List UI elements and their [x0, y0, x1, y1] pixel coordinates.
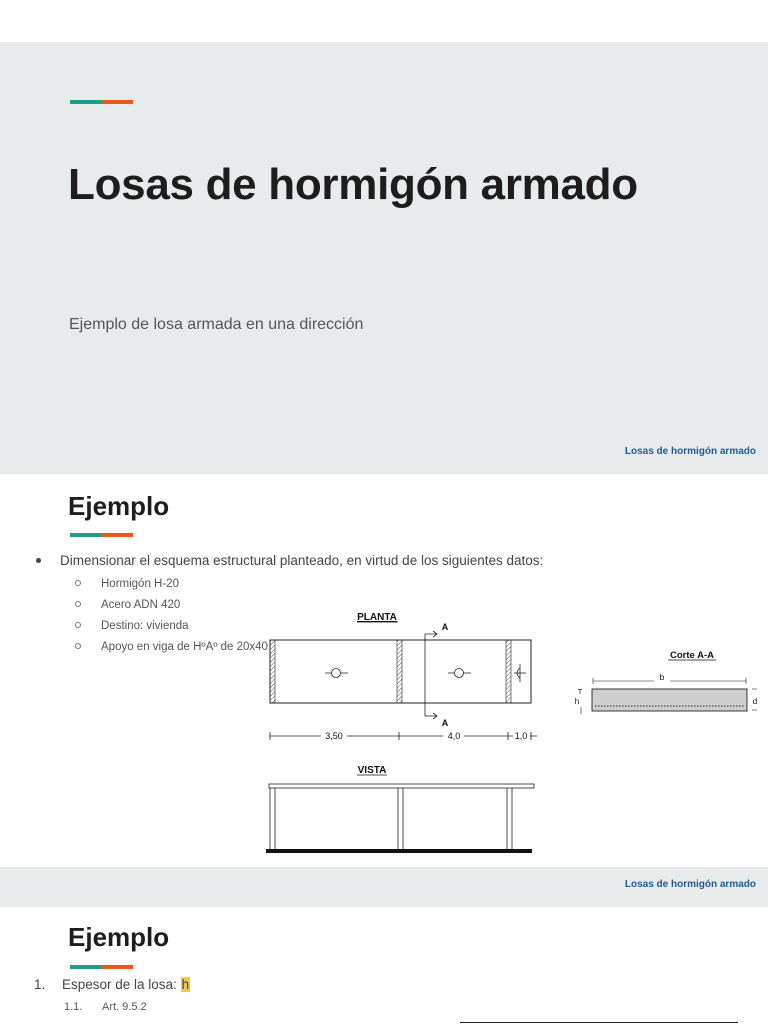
plan-label: PLANTA [357, 612, 397, 623]
section-arrow-bottom [425, 713, 437, 719]
item-text: Espesor de la losa: [62, 977, 181, 992]
table-edge [460, 1022, 738, 1023]
section-h-label: h [574, 697, 580, 706]
example-slide [0, 474, 768, 867]
sub-item-text: Apoyo en viga de HºAº de 20x40 [101, 641, 268, 653]
accent-bar-orange [102, 965, 133, 969]
slide-title: Losas de hormigón armado [68, 160, 638, 209]
section-mark-bottom: A [441, 718, 449, 728]
section-arrow-top [425, 631, 437, 637]
title-slide [0, 42, 768, 474]
span-symbol-2 [448, 669, 471, 678]
slide-heading: Ejemplo [68, 922, 170, 952]
dimension-line [270, 732, 537, 740]
section-slab [592, 689, 747, 711]
sub-item-text: Hormigón H-20 [101, 578, 179, 590]
example-slide-2 [0, 907, 768, 1024]
section-b-label: b [659, 672, 665, 682]
slide-footer: Losas de hormigón armado [624, 879, 756, 890]
slide-footer: Losas de hormigón armado [624, 446, 756, 457]
support-middle [397, 640, 402, 703]
section-label: Corte A-A [670, 650, 714, 661]
section-b-dimension [593, 678, 746, 684]
section-t-label: T [577, 689, 583, 696]
highlighted-variable: h [181, 977, 190, 992]
slide-footer-band [0, 867, 768, 907]
accent-bar-teal [70, 965, 102, 969]
numbered-subitem [64, 1001, 147, 1013]
item-number: 1. [34, 977, 46, 992]
numbered-item [34, 977, 190, 992]
dimension-label: 4,0 [447, 731, 461, 741]
support-right [506, 640, 511, 703]
subitem-text: Art. 9.5.2 [102, 1001, 147, 1013]
subitem-number: 1.1. [64, 1001, 83, 1013]
dimension-label: 1,0 [514, 731, 528, 741]
bullet-text: Dimensionar el esquema estructural planteado, en virtud de los siguientes datos: [60, 553, 544, 568]
accent-bar-orange [102, 100, 133, 104]
section-mark-top: A [441, 622, 449, 632]
accent-bar-teal [70, 100, 102, 104]
dimension-label: 3,50 [325, 731, 343, 741]
support-left [270, 640, 275, 703]
elevation-view [266, 784, 534, 853]
section-d-label: d [752, 697, 758, 706]
elevation-label: VISTA [357, 765, 387, 776]
sub-item-text: Destino: vivienda [101, 620, 189, 632]
slide-subtitle: Ejemplo de losa armada en una dirección [69, 316, 364, 333]
cantilever-symbol [514, 664, 526, 682]
slide-heading: Ejemplo [68, 491, 170, 521]
sub-item-text: Acero ADN 420 [101, 599, 181, 611]
span-symbol-1 [325, 669, 348, 678]
structural-diagram [0, 474, 768, 867]
